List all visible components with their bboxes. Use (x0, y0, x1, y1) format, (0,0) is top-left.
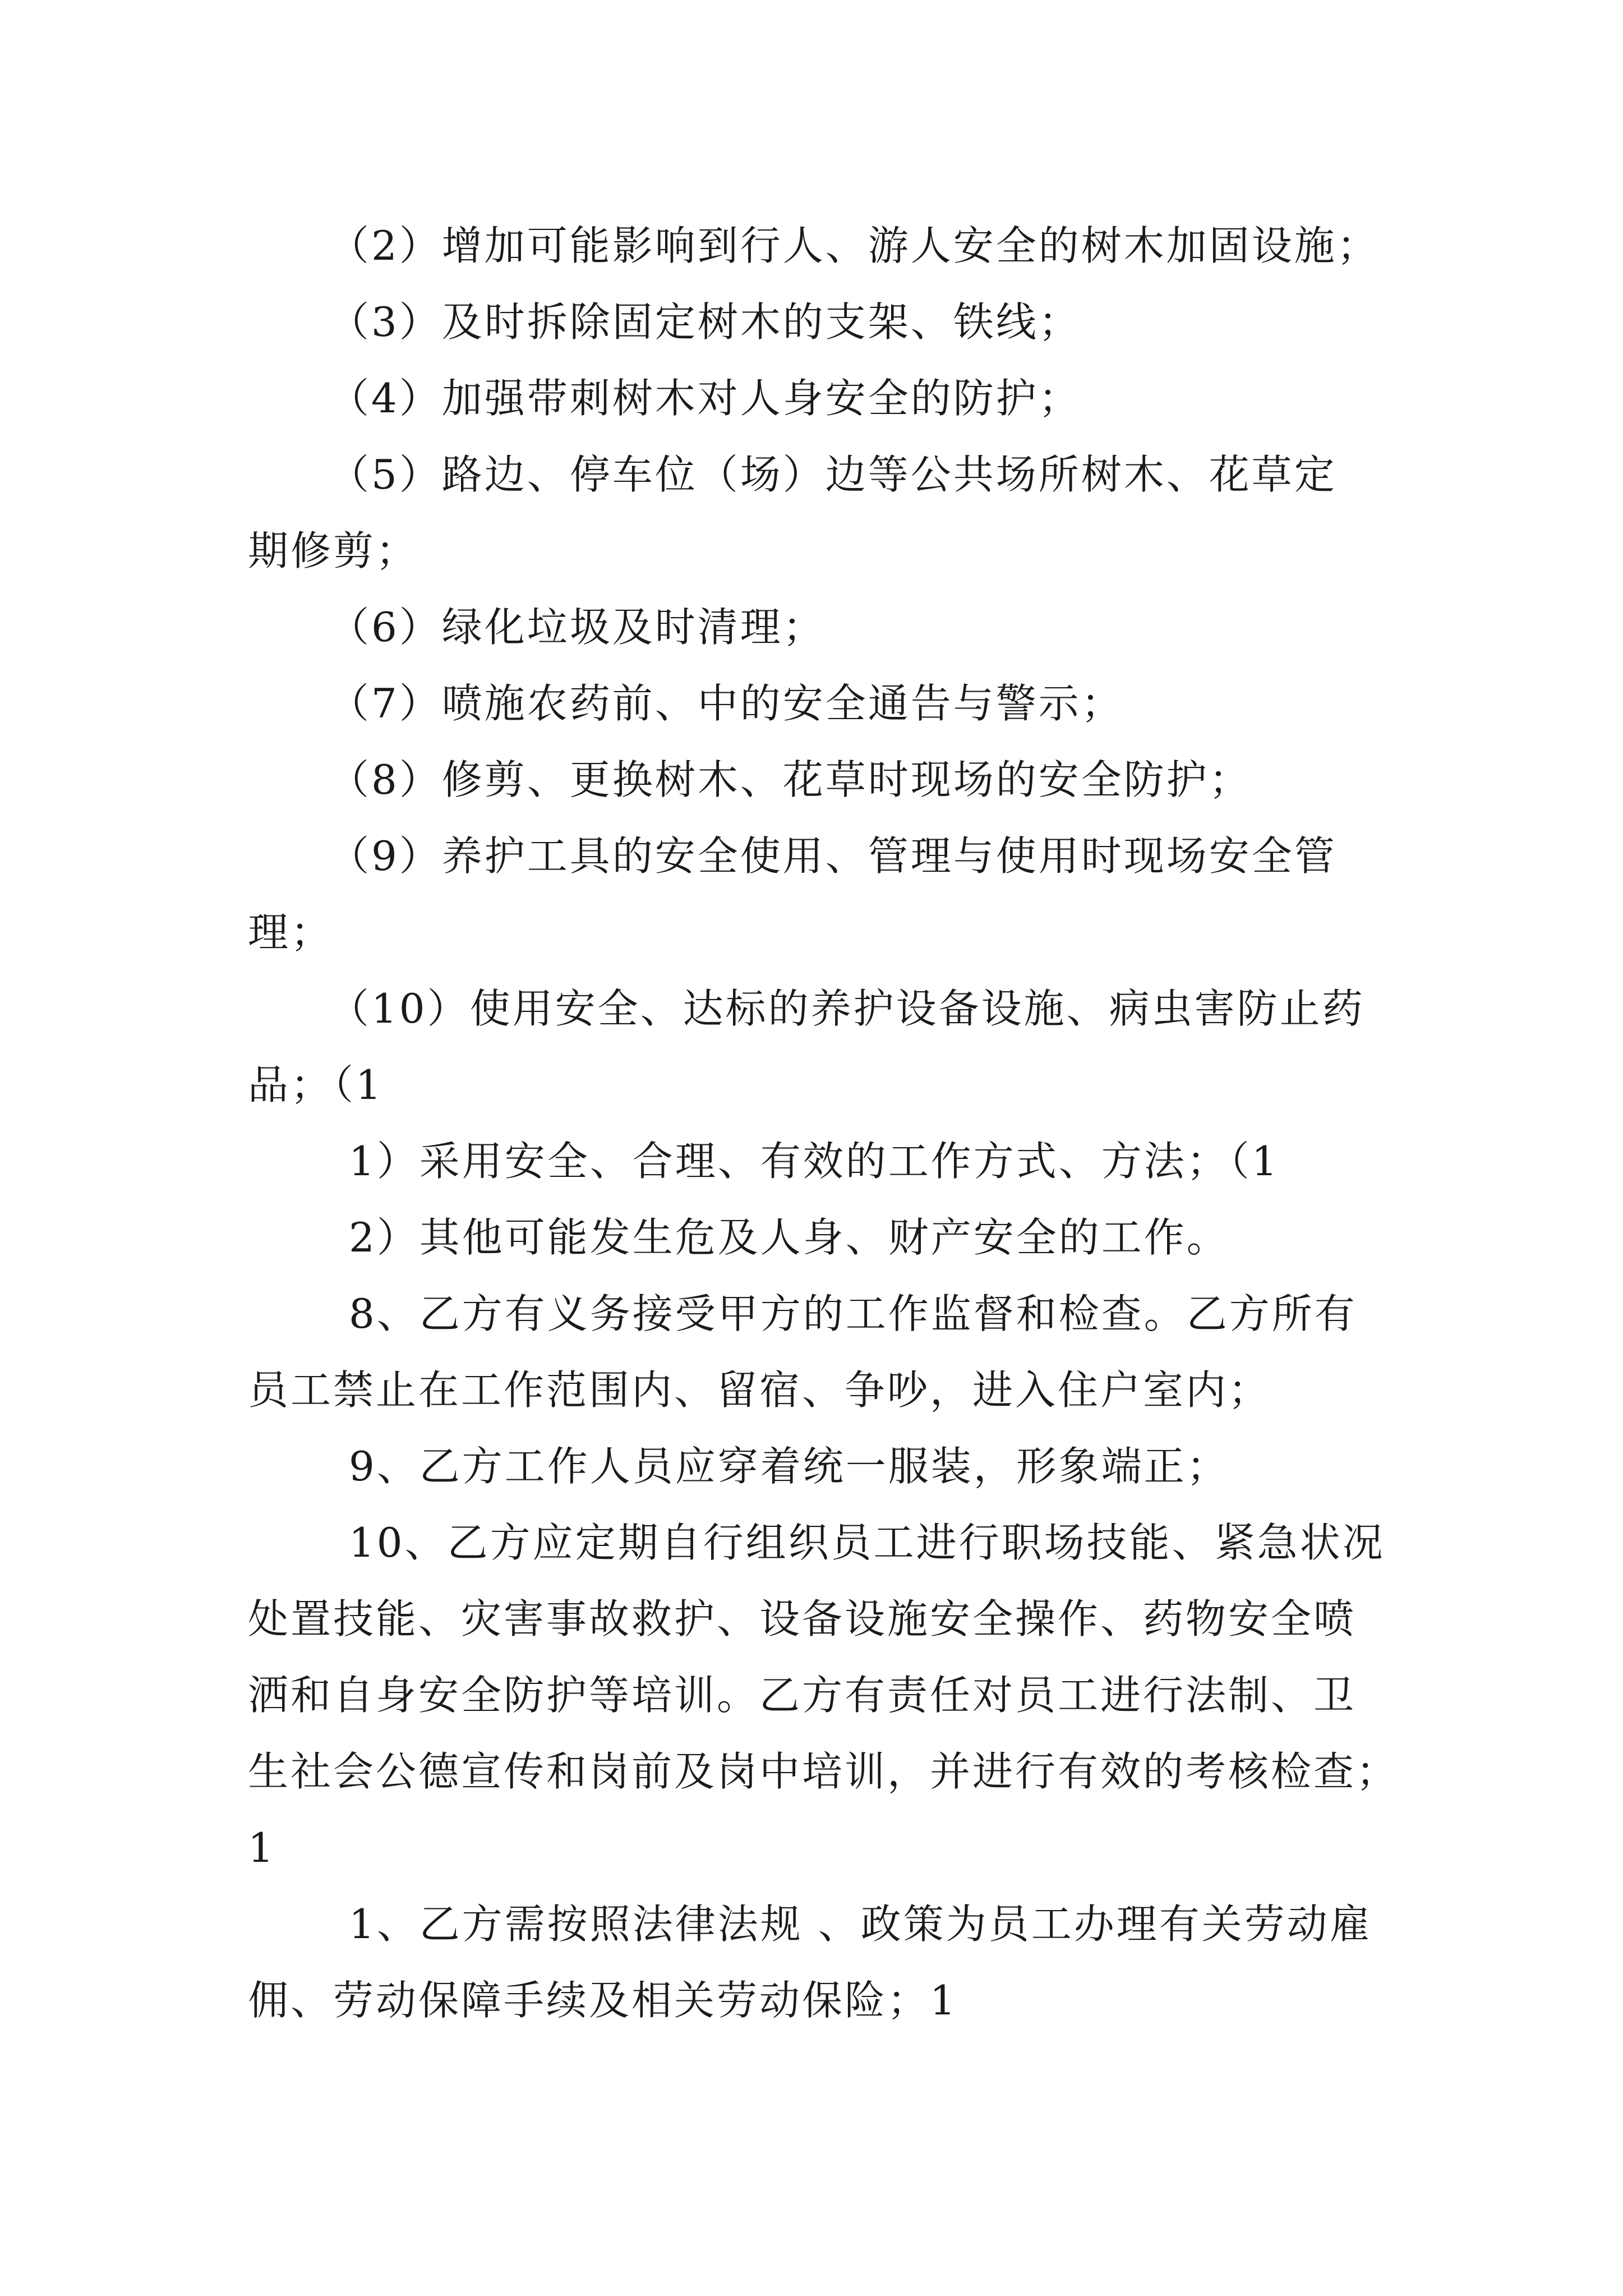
text-line: （7）喷施农药前、中的安全通告与警示； (329, 680, 1124, 727)
body-text (248, 208, 1399, 2039)
text-line: 1、乙方需按照法律法规 、政策为员工办理有关劳动雇 (349, 1901, 1372, 1948)
text-line: 1 (248, 1824, 276, 1871)
text-line: （4）加强带刺树木对人身安全的防护； (329, 375, 1081, 422)
text-line: （3）及时拆除固定树木的支架、铁线； (329, 298, 1081, 346)
text-line: 8、乙方有义务接受甲方的工作监督和检查。乙方所有 (349, 1290, 1357, 1337)
text-line: 生社会公德宣传和岗前及岗中培训，并进行有效的考核检查； (248, 1748, 1399, 1795)
text-line: 品；（1 (248, 1061, 384, 1108)
text-line: 理； (248, 909, 334, 956)
text-line: （8）修剪、更换树木、花草时现场的安全防护； (329, 756, 1252, 803)
text-line: 佣、劳动保障手续及相关劳动保险；1 (248, 1977, 958, 2024)
text-line: （6）绿化垃圾及时清理； (329, 604, 826, 651)
text-line: 9、乙方工作人员应穿着统一服装，形象端正； (349, 1443, 1229, 1490)
text-line: 期修剪； (248, 527, 419, 574)
text-line: 1）采用安全、合理、有效的工作方式、方法；（1 (349, 1138, 1280, 1185)
text-line: （9）养护工具的安全使用、管理与使用时现场安全管 (329, 832, 1337, 880)
text-line: （5）路边、停车位（场）边等公共场所树木、花草定 (329, 451, 1337, 498)
text-line: 处置技能、灾害事故救护、设备设施安全操作、药物安全喷 (248, 1595, 1357, 1642)
text-line: 员工禁止在工作范围内、留宿、争吵，进入住户室内； (248, 1366, 1271, 1414)
text-line: （10）使用安全、达标的养护设备设施、病虫害防止药 (329, 985, 1365, 1032)
text-line: （2）增加可能影响到行人、游人安全的树木加固设施； (329, 222, 1380, 269)
text-line: 2）其他可能发生危及人身、财产安全的工作。 (349, 1214, 1229, 1261)
text-line: 洒和自身安全防护等培训。乙方有责任对员工进行法制、卫 (248, 1672, 1357, 1719)
text-line: 10、乙方应定期自行组织员工进行职场技能、紧急状况 (349, 1519, 1385, 1566)
